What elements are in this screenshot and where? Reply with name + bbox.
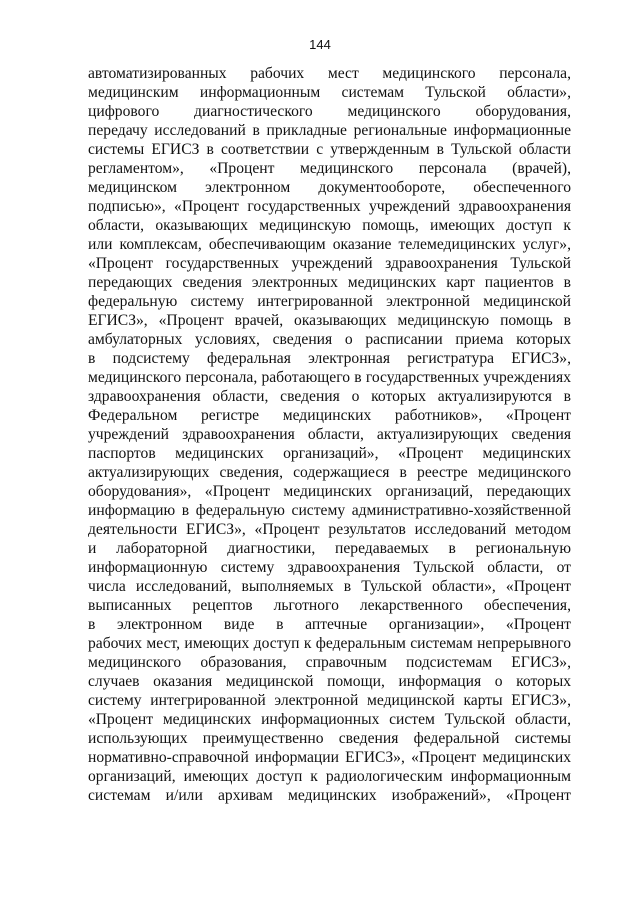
text-line: или комплексам, обеспечивающим оказание телемедицинских услуг», — [88, 236, 571, 253]
text-line: в подсистему федеральная электронная регистратура ЕГИСЗ», — [88, 350, 571, 367]
text-line: «Процент медицинских информационных систем Тульской области, — [88, 711, 571, 728]
text-line: рабочих мест, имеющих доступ к федеральным системам непрерывного — [88, 635, 571, 652]
text-line: системы ЕГИСЗ в соответствии с утвержденным в Тульской области — [88, 141, 571, 158]
text-line: использующих преимущественно сведения федеральной системы — [88, 730, 571, 747]
text-line: паспортов медицинских организаций», «Процент медицинских — [88, 445, 571, 462]
text-line: выписанных рецептов льготного лекарственного обеспечения, — [88, 597, 571, 614]
text-line: автоматизированных рабочих мест медицинского персонала, — [88, 65, 571, 82]
text-line: случаев оказания медицинской помощи, информация о которых — [88, 673, 571, 690]
text-line: области, оказывающих медицинскую помощь, имеющих доступ к — [88, 217, 571, 234]
text-line: учреждений здравоохранения области, актуализирующих сведения — [88, 426, 571, 443]
text-line: медицинского персонала, работающего в государственных учреждениях — [88, 369, 571, 386]
text-line: организаций, имеющих доступ к радиологическим информационным — [88, 768, 571, 785]
text-line: оборудования», «Процент медицинских организаций, передающих — [88, 483, 571, 500]
text-line: информационную систему здравоохранения Тульской области, от — [88, 559, 571, 576]
text-line: информацию в федеральную систему административно-хозяйственной — [88, 502, 571, 519]
text-line: числа исследований, выполняемых в Тульской области», «Процент — [88, 578, 571, 595]
text-line: амбулаторных условиях, сведения о расписании приема которых — [88, 331, 571, 348]
text-line: ЕГИСЗ», «Процент врачей, оказывающих медицинскую помощь в — [88, 312, 571, 329]
text-line: регламентом», «Процент медицинского персонала (врачей), — [88, 160, 571, 177]
text-line: медицинского образования, справочным подсистемам ЕГИСЗ», — [88, 654, 571, 671]
text-line: актуализирующих сведения, содержащиеся в реестре медицинского — [88, 464, 571, 481]
text-line: медицинском электронном документообороте, обеспеченного — [88, 179, 571, 196]
page-number: 144 — [309, 37, 331, 52]
text-line: в электронном виде в аптечные организации», «Процент — [88, 616, 571, 633]
text-line: передачу исследований в прикладные региональные информационные — [88, 122, 571, 139]
text-line: цифрового диагностического медицинского оборудования, — [88, 103, 571, 120]
text-line: подписью», «Процент государственных учреждений здравоохранения — [88, 198, 571, 215]
text-line: нормативно-справочной информации ЕГИСЗ», «Процент медицинских — [88, 749, 571, 766]
text-line: деятельности ЕГИСЗ», «Процент результатов исследований методом — [88, 521, 571, 538]
text-line: системам и/или архивам медицинских изображений», «Процент — [88, 787, 571, 804]
text-line: «Процент государственных учреждений здравоохранения Тульской — [88, 255, 571, 272]
text-line: федеральную систему интегрированной электронной медицинской — [88, 293, 571, 310]
text-line: систему интегрированной электронной медицинской карты ЕГИСЗ», — [88, 692, 571, 709]
text-line: медицинским информационным системам Тульской области», — [88, 84, 571, 101]
text-line: и лабораторной диагностики, передаваемых в региональную — [88, 540, 571, 557]
text-line: Федеральном регистре медицинских работников», «Процент — [88, 407, 571, 424]
document-body-text — [88, 64, 571, 805]
text-line: здравоохранения области, сведения о которых актуализируются в — [88, 388, 571, 405]
text-line: передающих сведения электронных медицинских карт пациентов в — [88, 274, 571, 291]
